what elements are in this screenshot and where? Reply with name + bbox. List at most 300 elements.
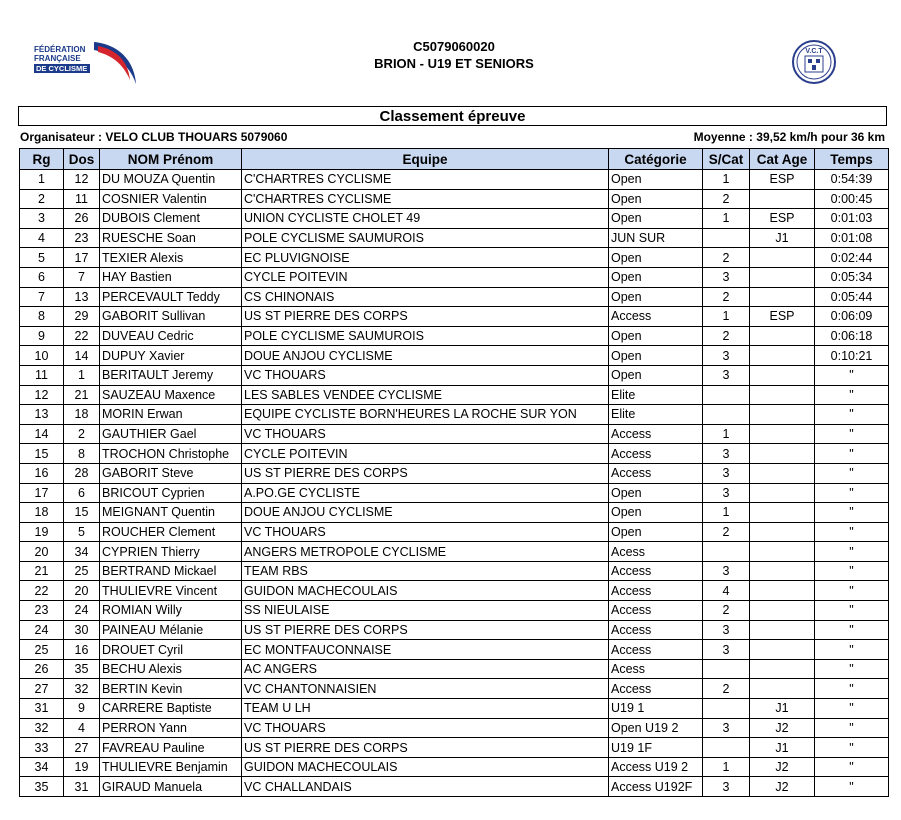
cell-cat-age: ESP	[750, 170, 815, 190]
cell-scat: 2	[703, 248, 750, 268]
cell-dos: 7	[64, 267, 100, 287]
cell-equipe: EC MONTFAUCONNAISE	[242, 640, 609, 660]
race-code: C5079060020	[413, 39, 495, 54]
cell-equipe: SS NIEULAISE	[242, 601, 609, 621]
cell-equipe: VC THOUARS	[242, 365, 609, 385]
cell-categorie: Access U19 2	[609, 757, 703, 777]
cell-nom: GAUTHIER Gael	[100, 424, 242, 444]
cell-rg: 15	[20, 444, 64, 464]
cell-temps: 0:01:08	[815, 228, 889, 248]
cell-dos: 6	[64, 483, 100, 503]
cell-scat	[703, 228, 750, 248]
cell-equipe: ANGERS METROPOLE CYCLISME	[242, 542, 609, 562]
cell-scat	[703, 699, 750, 719]
cell-scat: 3	[703, 444, 750, 464]
cell-dos: 26	[64, 209, 100, 229]
cell-scat: 2	[703, 326, 750, 346]
table-row	[20, 483, 889, 503]
cell-dos: 4	[64, 718, 100, 738]
cell-cat-age	[750, 287, 815, 307]
cell-dos: 17	[64, 248, 100, 268]
cell-scat: 2	[703, 287, 750, 307]
cell-equipe: CYCLE POITEVIN	[242, 444, 609, 464]
cell-scat: 3	[703, 620, 750, 640]
cell-rg: 5	[20, 248, 64, 268]
cell-categorie: Open	[609, 209, 703, 229]
cell-dos: 28	[64, 463, 100, 483]
cell-dos: 1	[64, 365, 100, 385]
cell-rg: 1	[20, 170, 64, 190]
cell-equipe: US ST PIERRE DES CORPS	[242, 463, 609, 483]
cell-temps: "	[815, 581, 889, 601]
cell-rg: 6	[20, 267, 64, 287]
cell-categorie: Access	[609, 424, 703, 444]
cell-cat-age: ESP	[750, 209, 815, 229]
cell-equipe: DOUE ANJOU CYCLISME	[242, 346, 609, 366]
cell-cat-age	[750, 405, 815, 425]
cell-dos: 25	[64, 561, 100, 581]
cell-nom: RUESCHE Soan	[100, 228, 242, 248]
table-row	[20, 601, 889, 621]
cell-cat-age	[750, 581, 815, 601]
cell-nom: BERITAULT Jeremy	[100, 365, 242, 385]
cell-temps: "	[815, 561, 889, 581]
cell-rg: 12	[20, 385, 64, 405]
cell-scat: 3	[703, 640, 750, 660]
cell-rg: 4	[20, 228, 64, 248]
cell-rg: 32	[20, 718, 64, 738]
cell-equipe: CYCLE POITEVIN	[242, 267, 609, 287]
cell-nom: THULIEVRE Vincent	[100, 581, 242, 601]
cell-scat: 3	[703, 561, 750, 581]
cell-cat-age	[750, 542, 815, 562]
cell-rg: 34	[20, 757, 64, 777]
table-row	[20, 503, 889, 523]
cell-rg: 23	[20, 601, 64, 621]
table-row	[20, 757, 889, 777]
cell-nom: MORIN Erwan	[100, 405, 242, 425]
table-row	[20, 287, 889, 307]
cell-temps: 0:05:44	[815, 287, 889, 307]
cell-categorie: Access	[609, 307, 703, 327]
cell-nom: DUPUY Xavier	[100, 346, 242, 366]
cell-scat: 1	[703, 170, 750, 190]
cell-categorie: Open U19 2	[609, 718, 703, 738]
cell-categorie: Access	[609, 679, 703, 699]
cell-nom: BRICOUT Cyprien	[100, 483, 242, 503]
cell-cat-age	[750, 346, 815, 366]
cell-categorie: Access	[609, 601, 703, 621]
cell-rg: 26	[20, 659, 64, 679]
cell-cat-age	[750, 503, 815, 523]
cell-temps: 0:02:44	[815, 248, 889, 268]
cell-scat: 3	[703, 718, 750, 738]
cell-dos: 2	[64, 424, 100, 444]
cell-nom: GABORIT Steve	[100, 463, 242, 483]
cell-nom: THULIEVRE Benjamin	[100, 757, 242, 777]
cell-dos: 21	[64, 385, 100, 405]
ffc-logo	[30, 40, 142, 88]
results-table	[19, 148, 889, 797]
cell-cat-age	[750, 561, 815, 581]
table-row	[20, 542, 889, 562]
cell-equipe: VC CHANTONNAISIEN	[242, 679, 609, 699]
cell-scat: 1	[703, 503, 750, 523]
cell-cat-age	[750, 326, 815, 346]
cell-nom: FAVREAU Pauline	[100, 738, 242, 758]
cell-equipe: C'CHARTRES CYCLISME	[242, 189, 609, 209]
table-row	[20, 699, 889, 719]
cell-rg: 9	[20, 326, 64, 346]
cell-temps: "	[815, 718, 889, 738]
cell-categorie: Open	[609, 365, 703, 385]
cell-categorie: Access	[609, 463, 703, 483]
cell-rg: 33	[20, 738, 64, 758]
cell-nom: PAINEAU Mélanie	[100, 620, 242, 640]
cell-cat-age: J2	[750, 718, 815, 738]
cell-dos: 29	[64, 307, 100, 327]
cell-rg: 11	[20, 365, 64, 385]
cell-equipe: POLE CYCLISME SAUMUROIS	[242, 228, 609, 248]
cell-equipe: EC PLUVIGNOISE	[242, 248, 609, 268]
cell-categorie: Elite	[609, 385, 703, 405]
table-row	[20, 307, 889, 327]
cell-equipe: C'CHARTRES CYCLISME	[242, 170, 609, 190]
cell-cat-age	[750, 385, 815, 405]
cell-nom: ROUCHER Clement	[100, 522, 242, 542]
cell-categorie: Access	[609, 620, 703, 640]
col-temps: Temps	[815, 149, 889, 170]
cell-nom: GABORIT Sullivan	[100, 307, 242, 327]
table-row	[20, 424, 889, 444]
cell-nom: MEIGNANT Quentin	[100, 503, 242, 523]
cell-equipe: US ST PIERRE DES CORPS	[242, 620, 609, 640]
cell-scat	[703, 542, 750, 562]
cell-temps: "	[815, 659, 889, 679]
cell-categorie: Access	[609, 581, 703, 601]
cell-categorie: Acess	[609, 659, 703, 679]
cell-dos: 35	[64, 659, 100, 679]
cell-scat: 2	[703, 522, 750, 542]
cell-scat: 3	[703, 346, 750, 366]
cell-rg: 2	[20, 189, 64, 209]
cell-equipe: TEAM U LH	[242, 699, 609, 719]
organizer: Organisateur : VELO CLUB THOUARS 5079060	[20, 130, 288, 144]
cell-equipe: CS CHINONAIS	[242, 287, 609, 307]
cell-temps: "	[815, 757, 889, 777]
cell-categorie: Access	[609, 444, 703, 464]
cell-dos: 16	[64, 640, 100, 660]
cell-scat	[703, 385, 750, 405]
cell-dos: 19	[64, 757, 100, 777]
cell-temps: "	[815, 522, 889, 542]
cell-scat: 4	[703, 581, 750, 601]
table-row	[20, 581, 889, 601]
cell-nom: BECHU Alexis	[100, 659, 242, 679]
cell-rg: 25	[20, 640, 64, 660]
cell-dos: 18	[64, 405, 100, 425]
cell-nom: PERRON Yann	[100, 718, 242, 738]
table-row	[20, 385, 889, 405]
cell-rg: 14	[20, 424, 64, 444]
cell-cat-age: J2	[750, 757, 815, 777]
cell-temps: 0:06:09	[815, 307, 889, 327]
cell-temps: "	[815, 365, 889, 385]
cell-nom: HAY Bastien	[100, 267, 242, 287]
cell-scat: 3	[703, 267, 750, 287]
table-row	[20, 189, 889, 209]
cell-temps: 0:06:18	[815, 326, 889, 346]
cell-nom: BERTIN Kevin	[100, 679, 242, 699]
race-name: BRION - U19 ET SENIORS	[374, 56, 534, 71]
cell-nom: CARRERE Baptiste	[100, 699, 242, 719]
cell-temps: "	[815, 405, 889, 425]
table-row	[20, 228, 889, 248]
cell-scat: 3	[703, 777, 750, 797]
table-row	[20, 444, 889, 464]
col-equipe: Equipe	[242, 149, 609, 170]
cell-temps: "	[815, 385, 889, 405]
cell-categorie: Open	[609, 522, 703, 542]
cell-dos: 22	[64, 326, 100, 346]
cell-temps: 0:05:34	[815, 267, 889, 287]
vct-logo	[788, 38, 840, 86]
cell-temps: 0:54:39	[815, 170, 889, 190]
cell-cat-age	[750, 620, 815, 640]
cell-dos: 8	[64, 444, 100, 464]
cell-scat: 2	[703, 679, 750, 699]
cell-temps: 0:01:03	[815, 209, 889, 229]
cell-equipe: US ST PIERRE DES CORPS	[242, 738, 609, 758]
cell-cat-age	[750, 601, 815, 621]
cell-temps: "	[815, 503, 889, 523]
cell-equipe: EQUIPE CYCLISTE BORN'HEURES LA ROCHE SUR YON	[242, 405, 609, 425]
cell-cat-age: ESP	[750, 307, 815, 327]
cell-cat-age	[750, 267, 815, 287]
cell-equipe: DOUE ANJOU CYCLISME	[242, 503, 609, 523]
cell-cat-age	[750, 640, 815, 660]
table-row	[20, 405, 889, 425]
col-dos: Dos	[64, 149, 100, 170]
ffc-logo-line2: FRANÇAISE	[34, 54, 81, 63]
cell-temps: "	[815, 444, 889, 464]
table-row	[20, 267, 889, 287]
cell-cat-age	[750, 659, 815, 679]
cell-cat-age	[750, 444, 815, 464]
cell-rg: 31	[20, 699, 64, 719]
cell-dos: 9	[64, 699, 100, 719]
cell-cat-age: J1	[750, 699, 815, 719]
cell-temps: "	[815, 738, 889, 758]
table-row	[20, 170, 889, 190]
cell-equipe: VC THOUARS	[242, 424, 609, 444]
cell-scat: 1	[703, 424, 750, 444]
cell-equipe: GUIDON MACHECOULAIS	[242, 581, 609, 601]
cell-dos: 27	[64, 738, 100, 758]
cell-categorie: Open	[609, 346, 703, 366]
cell-dos: 24	[64, 601, 100, 621]
cell-nom: ROMIAN Willy	[100, 601, 242, 621]
cell-rg: 20	[20, 542, 64, 562]
cell-scat: 1	[703, 209, 750, 229]
cell-temps: "	[815, 679, 889, 699]
cell-rg: 16	[20, 463, 64, 483]
table-row	[20, 209, 889, 229]
cell-categorie: Open	[609, 287, 703, 307]
cell-cat-age	[750, 483, 815, 503]
cell-equipe: LES SABLES VENDEE CYCLISME	[242, 385, 609, 405]
cell-equipe: A.PO.GE CYCLISTE	[242, 483, 609, 503]
ranking-title: Classement épreuve	[18, 106, 887, 126]
cell-categorie: Access U192F	[609, 777, 703, 797]
cell-temps: "	[815, 640, 889, 660]
cell-equipe: TEAM RBS	[242, 561, 609, 581]
cell-cat-age	[750, 679, 815, 699]
cell-dos: 32	[64, 679, 100, 699]
cell-categorie: JUN SUR	[609, 228, 703, 248]
cell-cat-age	[750, 189, 815, 209]
col-nom: NOM Prénom	[100, 149, 242, 170]
col-rg: Rg	[20, 149, 64, 170]
cell-categorie: U19 1F	[609, 738, 703, 758]
cell-dos: 15	[64, 503, 100, 523]
cell-rg: 13	[20, 405, 64, 425]
cell-scat	[703, 659, 750, 679]
cell-temps: "	[815, 699, 889, 719]
cell-scat	[703, 405, 750, 425]
cell-scat: 1	[703, 757, 750, 777]
cell-scat: 2	[703, 601, 750, 621]
cell-categorie: Elite	[609, 405, 703, 425]
table-row	[20, 640, 889, 660]
cell-categorie: Open	[609, 503, 703, 523]
vct-logo-text: V.C.T	[805, 48, 823, 55]
cell-categorie: Access	[609, 561, 703, 581]
cell-cat-age	[750, 248, 815, 268]
cell-nom: GIRAUD Manuela	[100, 777, 242, 797]
col-categorie: Catégorie	[609, 149, 703, 170]
cell-temps: 0:10:21	[815, 346, 889, 366]
cell-nom: DUBOIS Clement	[100, 209, 242, 229]
cell-categorie: Open	[609, 267, 703, 287]
cell-categorie: Acess	[609, 542, 703, 562]
cell-cat-age: J1	[750, 738, 815, 758]
cell-equipe: AC ANGERS	[242, 659, 609, 679]
cell-categorie: Open	[609, 483, 703, 503]
cell-rg: 19	[20, 522, 64, 542]
cell-scat: 3	[703, 463, 750, 483]
table-row	[20, 326, 889, 346]
cell-dos: 12	[64, 170, 100, 190]
cell-scat: 3	[703, 483, 750, 503]
cell-equipe: GUIDON MACHECOULAIS	[242, 757, 609, 777]
table-row	[20, 777, 889, 797]
cell-rg: 17	[20, 483, 64, 503]
cell-cat-age	[750, 463, 815, 483]
cell-temps: "	[815, 463, 889, 483]
cell-rg: 3	[20, 209, 64, 229]
cell-dos: 14	[64, 346, 100, 366]
cell-nom: DROUET Cyril	[100, 640, 242, 660]
table-row	[20, 522, 889, 542]
table-row	[20, 561, 889, 581]
cell-temps: "	[815, 542, 889, 562]
cell-nom: COSNIER Valentin	[100, 189, 242, 209]
cell-cat-age: J2	[750, 777, 815, 797]
average-speed: Moyenne : 39,52 km/h pour 36 km	[693, 130, 885, 144]
table-row	[20, 463, 889, 483]
cell-dos: 20	[64, 581, 100, 601]
cell-scat: 3	[703, 365, 750, 385]
header-row	[20, 149, 889, 170]
cell-nom: DUVEAU Cedric	[100, 326, 242, 346]
cell-dos: 11	[64, 189, 100, 209]
col-cat-age: Cat Age	[750, 149, 815, 170]
cell-temps: "	[815, 777, 889, 797]
race-header	[300, 38, 608, 72]
cell-temps: "	[815, 424, 889, 444]
cell-equipe: UNION CYCLISTE CHOLET 49	[242, 209, 609, 229]
cell-temps: "	[815, 620, 889, 640]
cell-cat-age	[750, 365, 815, 385]
cell-rg: 8	[20, 307, 64, 327]
table-row	[20, 738, 889, 758]
cell-equipe: POLE CYCLISME SAUMUROIS	[242, 326, 609, 346]
cell-temps: "	[815, 601, 889, 621]
cell-nom: TROCHON Christophe	[100, 444, 242, 464]
cell-dos: 30	[64, 620, 100, 640]
cell-categorie: Open	[609, 189, 703, 209]
cell-nom: BERTRAND Mickael	[100, 561, 242, 581]
cell-categorie: Open	[609, 170, 703, 190]
table-row	[20, 659, 889, 679]
cell-rg: 24	[20, 620, 64, 640]
cell-rg: 22	[20, 581, 64, 601]
cell-rg: 7	[20, 287, 64, 307]
cell-cat-age: J1	[750, 228, 815, 248]
table-row	[20, 679, 889, 699]
cell-scat: 2	[703, 189, 750, 209]
cell-rg: 10	[20, 346, 64, 366]
cell-rg: 35	[20, 777, 64, 797]
cell-rg: 27	[20, 679, 64, 699]
table-row	[20, 346, 889, 366]
cell-nom: TEXIER Alexis	[100, 248, 242, 268]
ffc-logo-line1: FÉDÉRATION	[34, 45, 86, 54]
cell-temps: 0:00:45	[815, 189, 889, 209]
cell-categorie: U19 1	[609, 699, 703, 719]
cell-categorie: Open	[609, 326, 703, 346]
cell-nom: DU MOUZA Quentin	[100, 170, 242, 190]
cell-rg: 18	[20, 503, 64, 523]
cell-equipe: VC CHALLANDAIS	[242, 777, 609, 797]
cell-nom: SAUZEAU Maxence	[100, 385, 242, 405]
cell-cat-age	[750, 522, 815, 542]
table-row	[20, 620, 889, 640]
cell-dos: 23	[64, 228, 100, 248]
table-row	[20, 248, 889, 268]
cell-temps: "	[815, 483, 889, 503]
cell-rg: 21	[20, 561, 64, 581]
results-body	[20, 170, 889, 797]
cell-dos: 31	[64, 777, 100, 797]
cell-dos: 34	[64, 542, 100, 562]
cell-nom: PERCEVAULT Teddy	[100, 287, 242, 307]
col-scat: S/Cat	[703, 149, 750, 170]
organizer-line	[20, 129, 887, 146]
cell-equipe: US ST PIERRE DES CORPS	[242, 307, 609, 327]
cell-scat: 1	[703, 307, 750, 327]
